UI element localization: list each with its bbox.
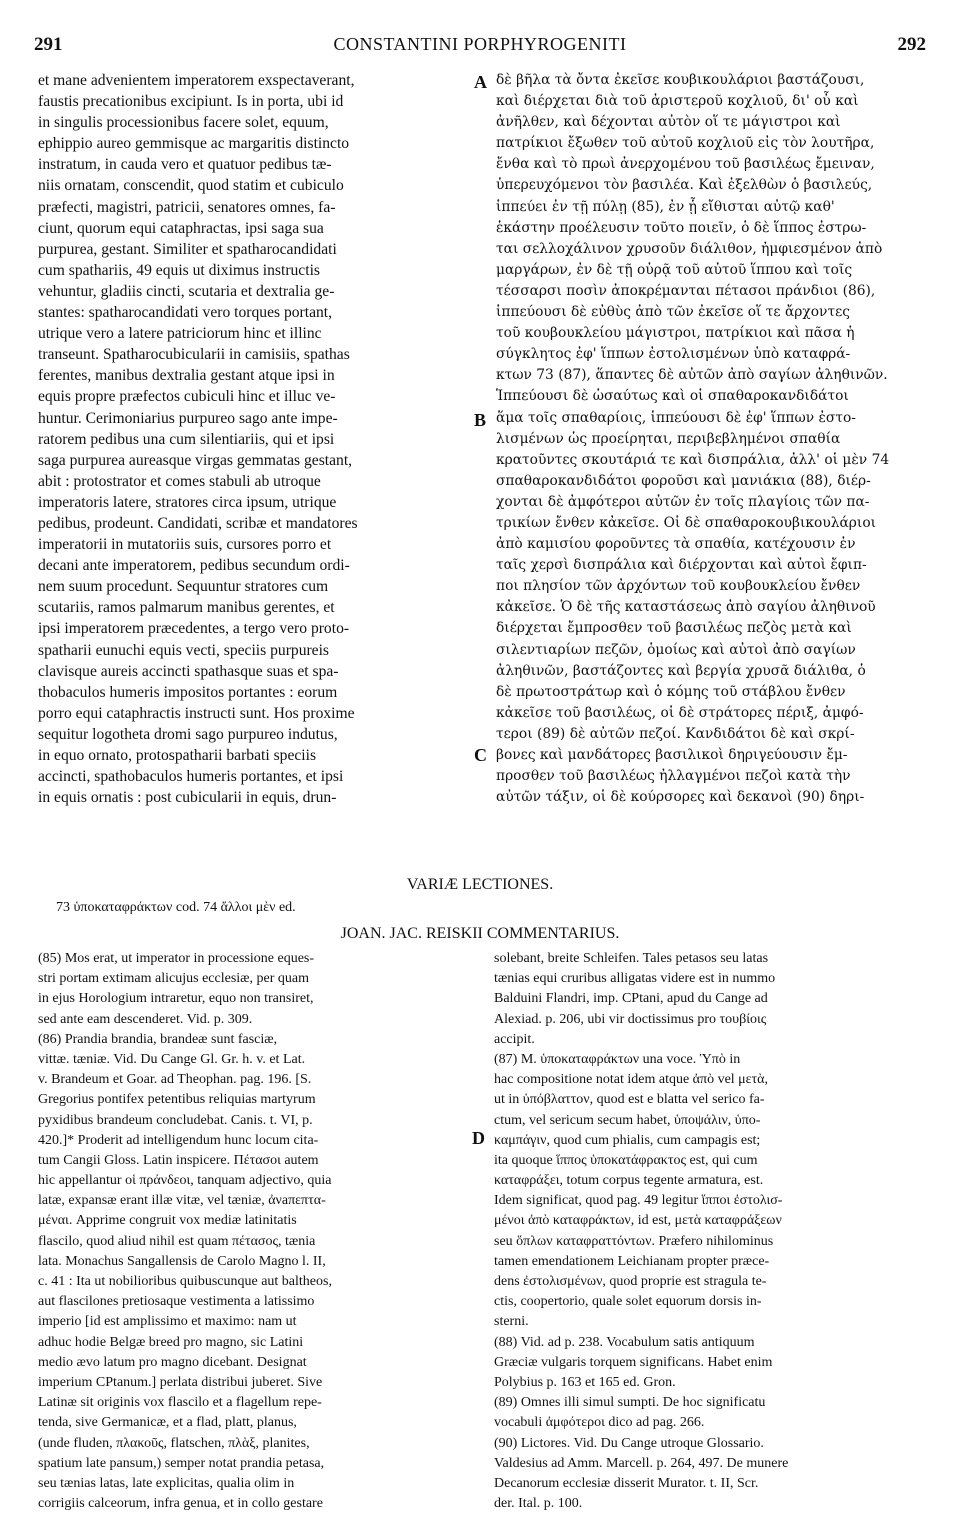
text-line: κἀκεῖσε τοῦ βασιλέως, οἱ δὲ στράτορες πέριξ, ἀμφό- (496, 704, 864, 721)
text-line: stantes: spatharocandidati vero torques portant, (38, 304, 333, 322)
text-line: μέναι. Apprime congruit vox mediæ latinitatis (38, 1213, 297, 1229)
text-line: accipit. (494, 1031, 535, 1047)
text-line: latæ, expansæ erant illæ vitæ, vel tæniæ, ἀνaπεπτα- (38, 1193, 326, 1209)
text-line: ταῖς χερσὶ δισπράλια καὶ διέρχονται καὶ αὐτοὶ ἔφιπ- (496, 557, 867, 574)
text-line: nem suum procedunt. Sequuntur stratores cum (38, 578, 329, 596)
variae-line: 73 ὑποκαταφράκτων cod. 74 ἄλλοι μὲν ed. (56, 900, 296, 915)
text-line: (unde fluden, πλακοῦς, flatschen, πλὰξ, planites, (38, 1435, 310, 1451)
page-header (0, 0, 960, 70)
running-head: CONSTANTINI PORPHYROGENITI (333, 34, 627, 54)
commentary-left-column (38, 949, 470, 1514)
text-line: instratum, in cauda vero et quatuor pedibus tæ- (38, 156, 332, 174)
text-line: thobaculos humeris impositos portantes : eorum (38, 683, 338, 701)
text-line: ita quoque ἵππος ὑποκατάφρακτος est, qui cum (494, 1152, 758, 1168)
text-line: ἀπὸ καμισίου φοροῦντες τὰ σπαθία, κατέχουσιν ἐν (496, 536, 856, 553)
text-line: cum spathariis, 49 equis ut diximus instructis (38, 261, 320, 279)
text-line: vocabuli ἀμφότεροι dico ad pag. 266. (494, 1415, 705, 1431)
text-line: χονται δὲ ἀμφότεροι αὐτῶν ἐν τοῖς πλαγίοις τῶν πα- (496, 493, 870, 510)
text-line: transeunt. Spatharocubicularii in camisiis, spathas (38, 346, 350, 364)
text-line: scutariis, ramos palmarum manibus gerentes, et (38, 599, 335, 617)
text-line: καταφράξει, totum corpus tegente armatura, est. (494, 1173, 764, 1189)
text-line: ut in ὑπόβλαττον, quod est e blatta vel serico fa- (494, 1092, 765, 1108)
text-line: σπαθαροκανδιδάτοι φοροῦσι καὶ μανιάκια (88), διέρ- (496, 472, 871, 489)
text-line: decani ante imperatorem, pedibus secundum ordi- (38, 557, 350, 575)
text-line: Polybius p. 163 et 165 ed. Gron. (494, 1374, 676, 1390)
text-line: purpurea, gestant. Similiter et spatharocandidati (38, 240, 337, 258)
text-line: (89) Omnes illi simul sumpti. De hoc significatu (494, 1395, 766, 1411)
text-line: v. Brandeum et Goar. ad Theophan. pag. 196. [S. (38, 1072, 312, 1088)
text-line: adhuc hodie Belgæ breed pro magno, sic Latini (38, 1334, 304, 1350)
text-line: vittæ. tæniæ. Vid. Du Cange Gl. Gr. h. v. et Lat. (38, 1051, 306, 1067)
text-line: aut flascilones pretiosaque vestimenta a latissimo (38, 1294, 315, 1310)
text-line: vehuntur, gladiis cincti, scutaria et dextralia ge- (38, 282, 335, 300)
text-line: τεροι (89) δὲ αὐτῶν πεζοί. Κανδιδάτοι δὲ καὶ σκρί- (496, 725, 855, 742)
text-line: κτων 73 (87), ἅπαντες δὲ αὐτῶν ἀπὸ σαγίων ἀληθινῶν. (496, 367, 888, 384)
text-line: ctis, coopertorio, quale solet equorum dorsis in- (494, 1294, 762, 1310)
text-line: Græciæ vulgaris torquem significans. Habet enim (494, 1354, 773, 1370)
text-line: tum Cangii Gloss. Latin inspicere. Πέτασοι autem (38, 1152, 319, 1168)
text-line: niis ornatam, conscendit, quod statim et cubiculo (38, 177, 344, 195)
text-line: δὲ πρωτοστράτωρ καὶ ὁ κόμης τοῦ στάβλου ἔνθεν (496, 683, 846, 700)
text-line: seu tænias latas, late explicitas, qualia olim in (38, 1475, 295, 1491)
text-line: der. Ital. p. 100. (494, 1496, 583, 1512)
text-line: προσθεν τοῦ βασιλέως ἠλλαγμένοι πεζοὶ κατὰ τὴν (496, 768, 851, 785)
text-line: solebant, breite Schleifen. Tales petasos seu latas (494, 951, 769, 966)
text-line: πατρίκιοι ἔξωθεν τοῦ αὐτοῦ κοχλιοῦ εἰς τὸν λουτῆρα, (496, 135, 875, 152)
text-line: Latinæ sit originis vox flascilo et a flagellum repe- (38, 1395, 322, 1411)
text-line: ἑκάστην προέλευσιν τοῦτο ποιεῖν, ὁ δὲ ἵππος ἐστρω- (496, 219, 867, 236)
text-line: tænias equi cruribus alligatas videre est in nummo (494, 971, 776, 987)
text-line: ἱππεύουσι δὲ εὐθὺς ἀπὸ τῶν ἐκεῖσε οἵ τε ἄρχοντες (496, 304, 850, 321)
text-line: hic appellantur οἱ πράνδεοι, tanquam adjectivo, quia (38, 1173, 332, 1189)
text-line: ciunt, quorum equi cataphractas, ipsi saga sua (38, 219, 324, 237)
text-line: ctum, vel sericum secum habet, ὑποψάλιν, ὑπο- (494, 1112, 761, 1128)
text-line: spatium late pansum,) semper notat prandia petasa, (38, 1455, 325, 1471)
variae-heading: VARIÆ LECTIONES. (406, 876, 554, 893)
text-line: ἀνῆλθεν, καὶ δέχονται αὐτὸν οἵ τε μάγιστροι καὶ (496, 114, 841, 131)
margin-marker-a: A (474, 72, 487, 92)
text-line: imperium CPtanum.] perlata distribui juberet. Sive (38, 1374, 323, 1390)
text-line: in ejus Horologium intraretur, equo non transiret, (38, 991, 314, 1007)
text-line: c. 41 : Ita ut nobilioribus quibuscunque aut baltheos, (38, 1274, 332, 1289)
text-line: μαργάρων, ἐν δὲ τῇ οὐρᾷ τοῦ αὐτοῦ ἵππου καὶ τοῖς (496, 261, 853, 278)
greek-column (496, 70, 926, 808)
text-line: ἅμα τοῖς σπαθαρίοις, ἱππεύουσι δὲ ἐφ' ἵππων ἐστο- (496, 409, 856, 426)
text-line: Gregorius pontifex petentibus reliquias martyrum (38, 1092, 316, 1108)
text-line: λισμένων ὡς προείρηται, περιβεβλημένοι σπαθία (496, 430, 841, 447)
text-line: hac compositione notat idem atque ἀπὸ vel μετὰ, (494, 1072, 769, 1088)
margin-marker-c: C (474, 745, 487, 765)
text-line: accincti, spathobaculos humeris portantes, et ipsi (38, 768, 344, 786)
text-line: pyxidibus brandeum concludebat. Canis. t. VI, p. (38, 1112, 313, 1128)
text-line: καμπάγιν, quod cum phialis, cum campagis est; (494, 1132, 761, 1148)
text-line: ἔνθα καὶ τὸ πρωὶ ἀνερχομένου τοῦ βασιλέως ἔμειναν, (496, 156, 875, 173)
commentary-right-column (494, 949, 926, 1514)
page-number-left: 291 (34, 34, 63, 55)
text-line: Balduini Flandri, imp. CPtani, apud du Cange ad (494, 991, 768, 1007)
text-line: medio ævo latum pro magno dicebant. Designat (38, 1354, 307, 1370)
text-line: abit : protostrator et comes stabuli ab utroque (38, 472, 321, 490)
text-line: lata. Monachus Sangallensis de Carolo Magno l. II, (38, 1253, 326, 1269)
text-line: 420.]* Proderit ad intelligendum hunc locum cita- (38, 1132, 319, 1148)
text-line: καὶ διέρχεται διὰ τοῦ ἀριστεροῦ κοχλιοῦ, δι' οὗ καὶ (496, 93, 859, 110)
text-line: Idem significat, quod pag. 49 legitur ἵπποι ἐστολισ- (494, 1193, 783, 1209)
text-line: sterni. (494, 1314, 529, 1330)
text-line: ratorem pedibus una cum silentiariis, qui et ipsi (38, 430, 335, 448)
text-line: ephippio aureo gemmisque ac margaritis distincto (38, 135, 350, 153)
text-line: spatharii eunuchi equis vecti, speciis purpureis (38, 641, 330, 659)
text-line: κἀκεῖσε. Ὁ δὲ τῆς καταστάσεως ἀπὸ σαγίου ἀληθινοῦ (496, 599, 876, 616)
text-line: in singulis processionibus facere solet, equum, (38, 114, 329, 132)
text-line: imperio [id est amplissimo et maximo: nam ut (38, 1314, 297, 1330)
text-line: flascilo, quod aliud nihil est quam πέτασος, tænia (38, 1233, 316, 1249)
text-line: saga purpurea aureasque virgas gemmatas gestant, (38, 451, 353, 469)
text-line: stri portam extimam alicujus ecclesiæ, per quam (38, 971, 309, 987)
text-line: tenda, sive Germanicæ, et a flad, platt, planus, (38, 1415, 297, 1431)
text-line: κρατοῦντες σκουτάριά τε καὶ δισπράλια, ἀλλ' οἱ μὲν 74 (496, 451, 890, 468)
text-line: ferentes, manibus dextralia gestant atque ipsi in (38, 367, 335, 385)
text-line: ὑπερευχόμενοι τὸν βασιλέα. Καὶ ἐξελθὼν ὁ βασιλεύς, (496, 177, 873, 194)
text-line: equis propre præfectos cubiculi hinc et illuc ve- (38, 388, 336, 406)
text-line: (88) Vid. ad p. 238. Vocabulum satis antiquum (494, 1334, 755, 1350)
text-line: sed ante eam descenderet. Vid. p. 309. (38, 1011, 253, 1027)
text-line: in equis ornatis : post cubicularii in equis, drun- (38, 789, 337, 807)
text-line: ται σελλοχάλινον χρυσοῦν διάλιθον, ἠμφιεσμένον ἀπὸ (496, 240, 883, 257)
text-line: in equo ornato, protospatharii barbati speciis (38, 747, 317, 764)
text-line: σύγκλητος ἐφ' ἵππων ἐστολισμένων ὑπὸ καταφρά- (496, 346, 851, 363)
page-number-right: 292 (897, 34, 926, 55)
text-line: præfecti, magistri, patricii, senatores omnes, fa- (38, 198, 336, 216)
text-line: ipsi imperatorem præcedentes, a tergo vero proto- (38, 620, 350, 638)
text-line: ἀληθινῶν, βαστάζοντες καὶ βεργία χρυσᾶ διάλιθα, ὁ (496, 662, 866, 679)
text-line: (86) Prandia brandia, brandeæ sunt fasciæ, (38, 1031, 278, 1047)
text-line: ἱππεύει ἐν τῇ πύλῃ (85), ἐν ᾗ εἴθισται αὐτῷ καθ' (496, 198, 835, 215)
text-line: Alexiad. p. 206, ubi vir doctissimus pro τουβίοις (494, 1011, 767, 1027)
text-line: τέσσαρσι ποσὶν ἀποκρέμανται πέτασοι πράνδιοι (86), (496, 282, 876, 299)
margin-marker-b: B (474, 410, 487, 430)
text-line: τρικίων ἔνθεν κἀκεῖσε. Οἱ δὲ σπαθαροκουβικουλάριοι (496, 514, 877, 531)
text-line: Decanorum ecclesiæ disserit Murator. t. II, Scr. (494, 1475, 759, 1491)
text-line: porro equi cataphractis instructi sunt. Hos proxime (38, 704, 355, 722)
text-line: pedibus, prodeunt. Candidati, scribæ et mandatores (38, 514, 358, 532)
text-line: δὲ βῆλα τὰ ὄντα ἐκεῖσε κουβικουλάριοι βαστάζουσι, (496, 72, 865, 88)
text-line: τοῦ κουβουκλείου μάγιστροι, πατρίκιοι καὶ πᾶσα ἡ (496, 325, 855, 342)
text-line: σιλεντιαρίων πεζῶν, ὁμοίως καὶ αὐτοὶ ἀπὸ σαγίων (496, 641, 856, 658)
text-line: corrigiis calceorum, infra genua, et in collo gestare (38, 1496, 323, 1512)
text-line: clavisque aureis accincti spathasque suas et spa- (38, 662, 339, 680)
text-line: faustis precationibus excipiunt. Is in porta, ubi id (38, 93, 344, 111)
text-line: tamen emendationem Leichianam propter præce- (494, 1253, 770, 1269)
margin-marker-d: D (472, 1128, 485, 1148)
text-line: dens ἐστολισμένων, quod proprie est stragula te- (494, 1274, 767, 1289)
text-line: utrique vero a latere patriciorum hinc et illinc (38, 325, 322, 343)
text-line: αὐτῶν τάξιν, οἱ δὲ κούρσορες καὶ δεκανοὶ (90) δηρι- (496, 789, 865, 806)
text-line: βονες καὶ μανδάτορες βασιλικοὶ δηριγεύουσιν ἔμ- (496, 747, 848, 763)
text-line: seu ὅπλων καταφραττόντων. Præfero nihilominus (494, 1233, 774, 1249)
text-line: (85) Mos erat, ut imperator in processione eques- (38, 951, 315, 966)
text-line: huntur. Cerimoniarius purpureo sago ante impe- (38, 409, 338, 427)
text-line: διέρχεται ἔμπροσθεν τοῦ βασιλέως πεζὸς μετὰ καὶ (496, 620, 852, 637)
text-line: imperatorii in mutatoriis suis, cursores porro et (38, 536, 332, 554)
text-line: Ἱππεύουσι δὲ ὡσαύτως καὶ οἱ σπαθαροκανδιδάτοι (496, 388, 849, 405)
text-line: Valdesius ad Amm. Marcell. p. 264, 497. De munere (494, 1455, 789, 1471)
text-line: imperatoris latere, stratores circa ipsum, utrique (38, 493, 337, 511)
latin-column (38, 70, 474, 808)
text-line: ποι πλησίον τῶν ἀρχόντων τοῦ κουβουκλείου ἔνθεν (496, 578, 861, 595)
text-line: et mane advenientem imperatorem exspectaverant, (38, 72, 355, 89)
text-line: (87) M. ὑποκαταφράκτων una voce. Ὑπὸ in (494, 1051, 741, 1067)
text-line: sequitur logotheta dromi sago purpureo indutus, (38, 725, 338, 743)
text-line: (90) Lictores. Vid. Du Cange utroque Glossario. (494, 1435, 764, 1451)
commentary-heading: JOAN. JAC. REISKII COMMENTARIUS. (340, 925, 620, 942)
text-line: μένοι ἀπὸ καταφράκτων, id est, μετὰ καταφράξεων (494, 1213, 782, 1229)
